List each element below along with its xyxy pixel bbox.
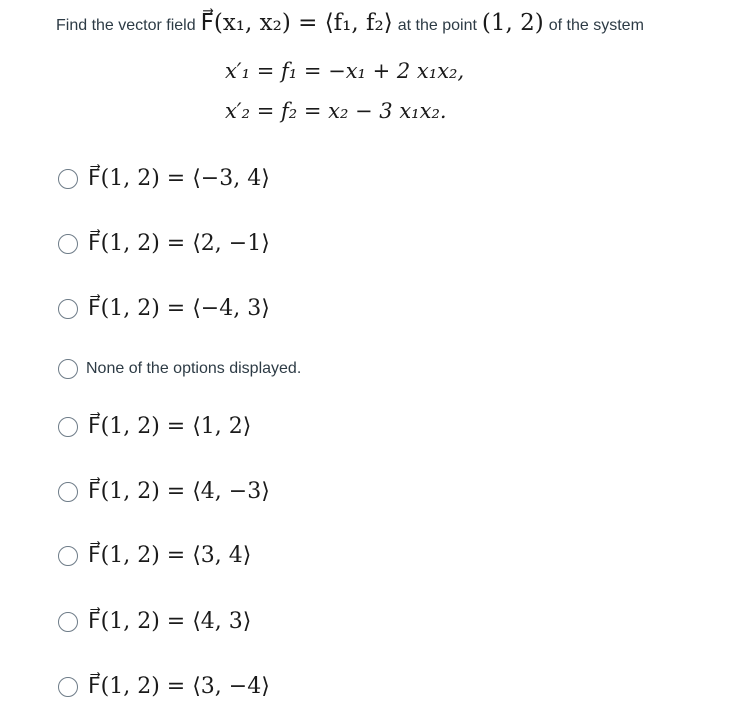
question-prefix: Find the vector field <box>56 17 196 34</box>
answer-option-label: None of the options displayed. <box>86 360 302 377</box>
question-prompt <box>56 10 746 36</box>
answer-option-label: F⃗(1, 2) = ⟨−3, 4⟩ <box>88 166 270 191</box>
radio-button[interactable] <box>58 359 78 379</box>
answer-option[interactable] <box>58 674 270 699</box>
question-suffix: of the system <box>548 17 644 34</box>
answer-option[interactable] <box>58 479 270 504</box>
radio-button[interactable] <box>58 234 78 254</box>
equation-2-lhs: x′₂ <box>224 99 250 123</box>
equation-1 <box>190 59 464 83</box>
answer-option[interactable] <box>58 231 270 256</box>
answer-option-label: F⃗(1, 2) = ⟨1, 2⟩ <box>88 414 252 439</box>
question-mid: at the point <box>397 17 477 34</box>
answer-option[interactable] <box>58 359 301 379</box>
equation-2-rhs: = f₂ = x₂ − 3 x₁x₂. <box>256 99 447 123</box>
answer-option-label: F⃗(1, 2) = ⟨4, −3⟩ <box>88 479 270 504</box>
radio-button[interactable] <box>58 677 78 697</box>
radio-button[interactable] <box>58 299 78 319</box>
radio-button[interactable] <box>58 482 78 502</box>
radio-button[interactable] <box>58 169 78 189</box>
point-expression: (1, 2) <box>481 10 544 36</box>
answer-option[interactable] <box>58 166 270 191</box>
answer-option[interactable] <box>58 414 251 439</box>
question-line <box>56 10 746 36</box>
answer-option[interactable] <box>58 296 270 321</box>
answer-option-label: F⃗(1, 2) = ⟨−4, 3⟩ <box>88 296 270 321</box>
equation-1-lhs: x′₁ <box>224 59 250 83</box>
equation-1-rhs: = f₁ = −x₁ + 2 x₁x₂, <box>256 59 465 83</box>
answer-option-label: F⃗(1, 2) = ⟨3, −4⟩ <box>88 674 270 699</box>
radio-button[interactable] <box>58 417 78 437</box>
answer-option-label: F⃗(1, 2) = ⟨3, 4⟩ <box>88 543 252 568</box>
equation-2 <box>190 99 447 123</box>
answer-option-label: F⃗(1, 2) = ⟨2, −1⟩ <box>88 231 270 256</box>
answer-option-label: F⃗(1, 2) = ⟨4, 3⟩ <box>88 609 252 634</box>
radio-button[interactable] <box>58 612 78 632</box>
vector-field-expression: F⃗(x₁, x₂) = ⟨f₁, f₂⟩ <box>200 10 393 36</box>
answer-option[interactable] <box>58 609 251 634</box>
answer-option[interactable] <box>58 543 251 568</box>
radio-button[interactable] <box>58 546 78 566</box>
